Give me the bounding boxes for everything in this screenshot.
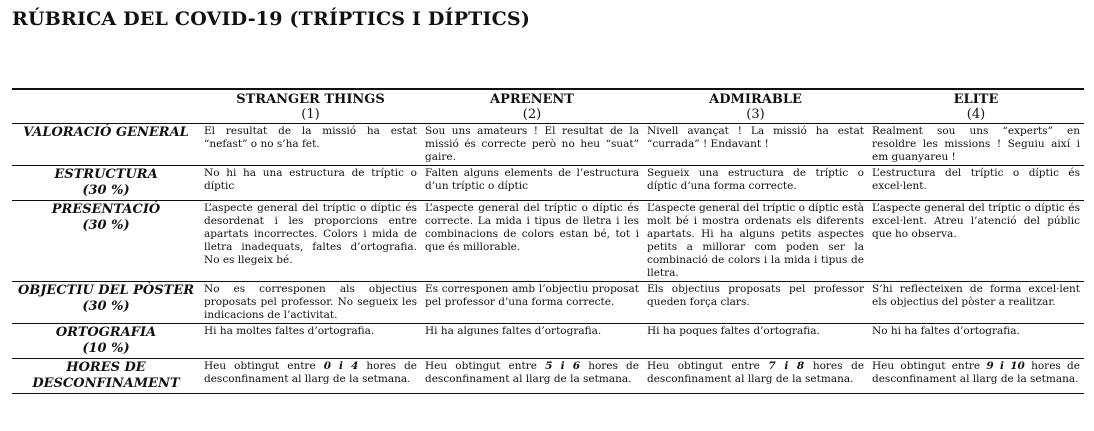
criterion-row-objectiu-del-poster: [12, 282, 1084, 324]
rubric-cell: No hi ha una estructura de tríptic o díptic: [204, 167, 417, 192]
hours-conj: i: [339, 360, 344, 372]
rubric-cell: Hi ha moltes faltes d’ortografia.: [204, 325, 375, 337]
level-score: (1): [301, 107, 320, 122]
level-header-stranger-things: [200, 89, 421, 124]
criterion-name: PRESENTACIÓ: [51, 202, 161, 217]
hours-suffix: hores de desconfinament al llarg de la setmana.: [425, 360, 639, 385]
criterion-row-hores-de-desconfinament: [12, 359, 1084, 394]
hours-from: 0: [323, 360, 331, 372]
criterion-name: HORES DE DESCONFINAMENT: [32, 360, 180, 391]
hours-cell: [421, 359, 643, 394]
hours-prefix: Heu obtingut entre: [872, 360, 981, 372]
rubric-cell: Falten alguns elements de l’estructura d’un tríptic o díptic: [425, 167, 639, 192]
rubric-cell: L’aspecte general del tríptic o díptic està molt bé i mostra ordenats els diferents apartats. Hi ha alguns petits aspectes petits a millorar com poden ser la combinació de colors i la mida i tipus de lletra.: [647, 202, 864, 279]
level-name: APRENENT: [490, 92, 574, 107]
criterion-weight: (30 %): [82, 299, 130, 314]
hours-to: 8: [796, 360, 805, 372]
level-header-admirable: [643, 89, 868, 124]
hours-prefix: Heu obtingut entre: [647, 360, 760, 372]
hours-suffix: hores de desconfinament al llarg de la setmana.: [647, 360, 865, 385]
level-header-elite: [868, 89, 1084, 124]
hours-from: 5: [545, 360, 553, 372]
hours-to: 10: [1010, 360, 1025, 372]
hours-from: 9: [986, 360, 994, 372]
criterion-label: [12, 124, 200, 166]
criterion-label: [12, 359, 200, 394]
level-score: (4): [966, 107, 986, 122]
rubric-table: [12, 88, 1084, 394]
hours-conj: i: [560, 360, 565, 372]
page-title: RÚBRICA DEL COVID-19 (TRÍPTICS I DÍPTICS): [12, 8, 531, 30]
hours-suffix: hores de desconfinament al llarg de la setmana.: [872, 360, 1080, 385]
level-name: ELITE: [953, 92, 999, 107]
rubric-cell: Hi ha algunes faltes d’ortografia.: [425, 325, 602, 337]
level-name: ADMIRABLE: [709, 92, 802, 107]
criterion-row-valoracio-general: [12, 124, 1084, 166]
rubric-cell: Segueix una estructura de tríptic o díptic d’una forma correcte.: [647, 167, 864, 192]
criterion-weight: (10 %): [82, 341, 130, 356]
rubric-cell: L’aspecte general del tríptic o díptic és excel·lent. Atreu l’atenció del públic que ho observa.: [872, 202, 1080, 240]
rubric-cell: Els objectius proposats pel professor queden força clars.: [647, 283, 864, 308]
criterion-label: [12, 201, 200, 282]
criterion-label: [12, 324, 200, 359]
hours-to: 4: [351, 360, 359, 372]
level-name: STRANGER THINGS: [236, 92, 385, 107]
criterion-weight: (30 %): [82, 218, 130, 233]
hours-cell: [868, 359, 1084, 394]
hours-cell: [200, 359, 421, 394]
hours-conj: i: [784, 360, 789, 372]
hours-from: 7: [768, 360, 776, 372]
rubric-cell: Realment sou uns “experts” en resoldre les missions ! Seguiu així i em guanyareu !: [872, 125, 1080, 163]
rubric-cell: El resultat de la missió ha estat “nefast” o no s’ha fet.: [204, 125, 417, 150]
rubric-cell: L’estructura del tríptic o díptic és excel·lent.: [872, 167, 1080, 192]
criterion-row-estructura: [12, 166, 1084, 201]
criterion-label: [12, 282, 200, 324]
criterion-row-ortografia: [12, 324, 1084, 359]
rubric-cell: Hi ha poques faltes d’ortografia.: [647, 325, 820, 337]
header-row: [12, 89, 1084, 124]
level-score: (2): [522, 107, 542, 122]
rubric-cell: No es corresponen als objectius proposats pel professor. No segueix les indicacions de l’activitat.: [204, 283, 417, 321]
criterion-name: VALORACIÓ GENERAL: [23, 125, 189, 140]
criterion-name: ESTRUCTURA: [54, 167, 158, 182]
rubric-cell: No hi ha faltes d’ortografia.: [872, 325, 1020, 337]
hours-prefix: Heu obtingut entre: [204, 360, 316, 372]
rubric-cell: Sou uns amateurs ! El resultat de la missió és correcte però no heu “suat” gaire.: [425, 125, 639, 163]
criterion-label: [12, 166, 200, 201]
criterion-name: OBJECTIU DEL PÒSTER: [17, 283, 195, 298]
rubric-cell: S’hi reflecteixen de forma excel·lent els objectius del pòster a realitzar.: [872, 283, 1080, 308]
hours-to: 6: [572, 360, 581, 372]
criterion-weight: (30 %): [82, 183, 130, 198]
hours-suffix: hores de desconfinament al llarg de la setmana.: [204, 360, 418, 385]
hours-prefix: Heu obtingut entre: [425, 360, 537, 372]
criterion-row-presentacio: [12, 201, 1084, 282]
rubric-cell: L’aspecte general del tríptic o díptic és correcte. La mida i tipus de lletra i les combinacions de colors estan bé, tot i que és millorable.: [425, 202, 639, 253]
hours-cell: [643, 359, 868, 394]
rubric-cell: Nivell avançat ! La missió ha estat “currada” ! Endavant !: [647, 125, 864, 150]
level-score: (3): [746, 107, 765, 122]
criterion-name: ORTOGRAFIA: [55, 325, 157, 340]
rubric-cell: L’aspecte general del tríptic o díptic és desordenat i les proporcions entre apartats incorrectes. Colors i mida de lletra inadequats, faltes d’ortografia. No es llegeix bé.: [204, 202, 417, 266]
hours-conj: i: [999, 360, 1004, 372]
level-header-aprenent: [421, 89, 643, 124]
header-corner: [12, 89, 200, 124]
rubric-cell: Es corresponen amb l’objectiu proposat pel professor d’una forma correcte.: [425, 283, 639, 308]
